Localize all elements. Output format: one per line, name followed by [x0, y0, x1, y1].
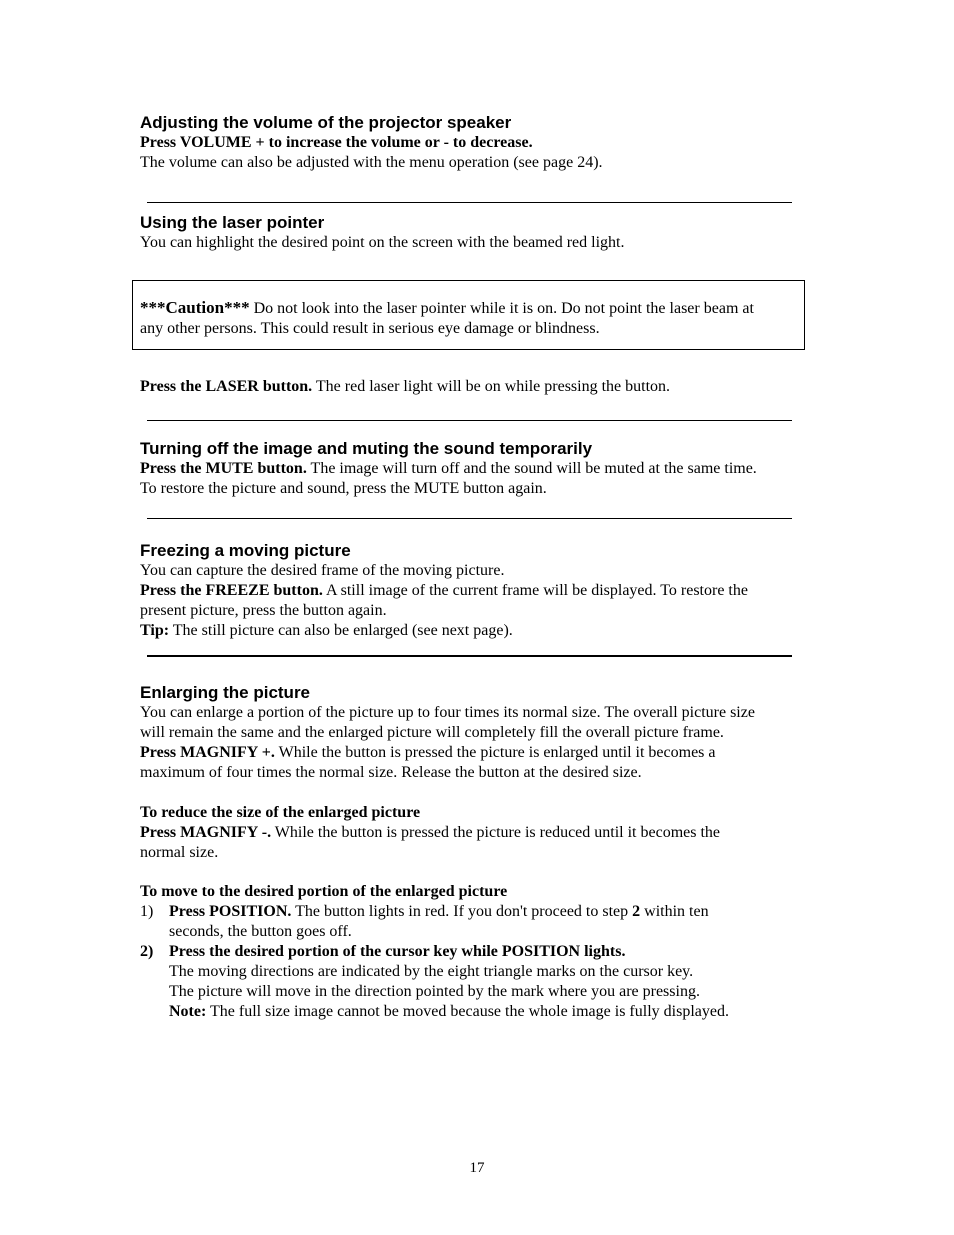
note-label: Note: — [169, 1003, 207, 1020]
caution-text — [140, 298, 754, 339]
laser-press-rest: The red laser light will be on while pressing the button. — [312, 378, 671, 395]
enlarge-line-1: You can enlarge a portion of the picture up to four times its normal size. The overall picture size — [140, 704, 755, 721]
freeze-restore: present picture, press the button again. — [140, 602, 387, 619]
magnify-plus-bold: Press MAGNIFY +. — [140, 744, 275, 761]
section-heading-freeze: Freezing a moving picture — [140, 541, 351, 560]
step-2-line-2: The moving directions are indicated by the eight triangle marks on the cursor key. — [169, 963, 694, 980]
caution-line-1: Do not look into the laser pointer while it is on. Do not point the laser beam at — [249, 300, 754, 317]
step-1-number: 1) — [140, 903, 154, 920]
mute-text — [140, 459, 810, 499]
enlarge-line-4: maximum of four times the normal size. Release the button at the desired size. — [140, 764, 642, 781]
volume-text — [140, 133, 810, 173]
mute-restore: To restore the picture and sound, press the MUTE button again. — [140, 480, 547, 497]
laser-intro — [140, 233, 810, 253]
step-1-line-2: seconds, the button goes off. — [169, 923, 352, 940]
step-ref: 2 — [632, 903, 641, 920]
move-heading: To move to the desired portion of the enlarged picture — [140, 883, 508, 900]
page-number: 17 — [469, 1160, 485, 1176]
step-1-bold: Press POSITION. — [169, 903, 292, 920]
freeze-intro: You can capture the desired frame of the moving picture. — [140, 562, 505, 579]
magnify-minus-bold: Press MAGNIFY -. — [140, 824, 272, 841]
mute-press-bold: Press the MUTE button. — [140, 460, 307, 477]
laser-intro-text: You can highlight the desired point on the screen with the beamed red light. — [140, 234, 625, 251]
section-heading-laser: Using the laser pointer — [140, 213, 325, 232]
step-2-bold: Press the desired portion of the cursor key while POSITION lights. — [169, 943, 626, 960]
volume-note: The volume can also be adjusted with the menu operation (see page 24). — [140, 154, 603, 171]
note-text: The full size image cannot be moved because the whole image is fully displayed. — [206, 1003, 729, 1020]
reduce-line-2: normal size. — [140, 844, 219, 861]
laser-press-bold: Press the LASER button. — [140, 378, 313, 395]
caution-box — [132, 280, 805, 350]
divider — [147, 655, 792, 657]
enlarge-line-2: will remain the same and the enlarged picture will completely fill the overall picture frame. — [140, 724, 724, 741]
magnify-plus-rest: While the button is pressed the picture is enlarged until it becomes a — [274, 744, 716, 761]
section-heading-enlarge: Enlarging the picture — [140, 683, 311, 702]
divider — [147, 202, 792, 203]
enlarge-text — [140, 703, 810, 783]
step-1-rest-2: within ten — [640, 903, 709, 920]
freeze-press-rest: A still image of the current frame will be displayed. To restore the — [322, 582, 748, 599]
freeze-text — [140, 561, 810, 641]
step-2-line-3: The picture will move in the direction pointed by the mark where you are pressing. — [169, 983, 700, 1000]
freeze-press-bold: Press the FREEZE button. — [140, 582, 323, 599]
step-2-number: 2) — [140, 943, 154, 960]
caution-label: ***Caution*** — [140, 298, 250, 317]
step-1-rest: The button lights in red. If you don't proceed to step — [291, 903, 633, 920]
tip-label: Tip: — [140, 622, 170, 639]
caution-line-2: any other persons. This could result in serious eye damage or blindness. — [140, 320, 600, 337]
tip-text: The still picture can also be enlarged (see next page). — [169, 622, 513, 639]
move-block — [140, 882, 810, 1022]
laser-press — [140, 377, 810, 397]
mute-press-rest: The image will turn off and the sound will be muted at the same time. — [306, 460, 757, 477]
magnify-minus-rest: While the button is pressed the picture is reduced until it becomes the — [271, 824, 721, 841]
volume-instruction: Press VOLUME + to increase the volume or - to decrease. — [140, 134, 533, 151]
section-heading-mute: Turning off the image and muting the sound temporarily — [140, 439, 593, 458]
divider — [147, 518, 792, 519]
reduce-block — [140, 803, 810, 863]
section-heading-volume: Adjusting the volume of the projector speaker — [140, 113, 512, 132]
divider — [147, 420, 792, 421]
reduce-heading: To reduce the size of the enlarged picture — [140, 804, 421, 821]
